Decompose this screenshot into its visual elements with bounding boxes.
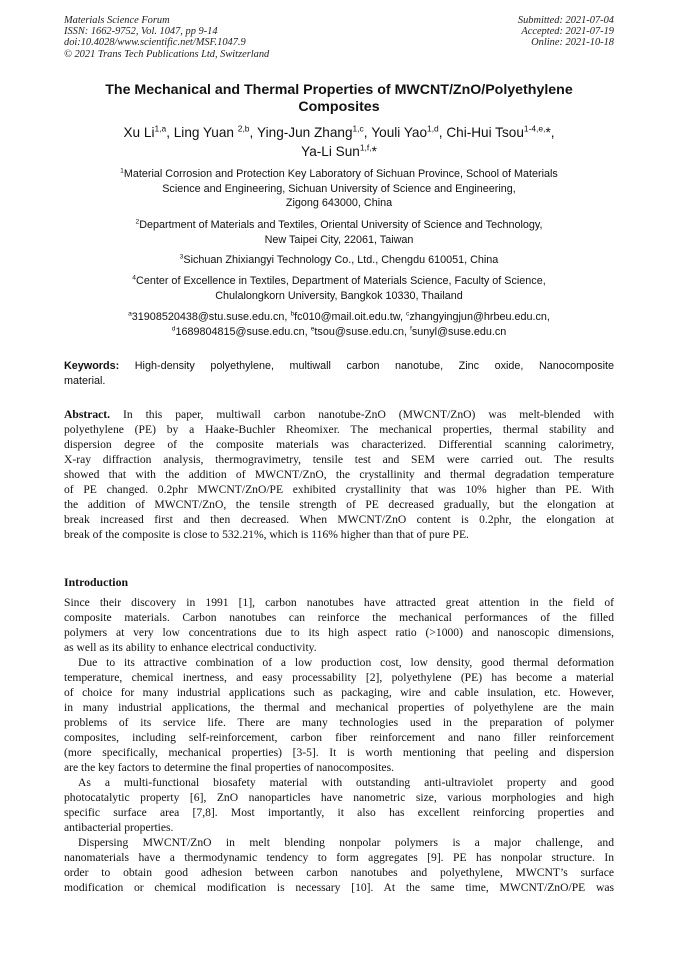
- abstract-label: Abstract.: [64, 408, 111, 421]
- doi: doi:10.4028/www.scientific.net/MSF.1047.9: [64, 37, 246, 49]
- abstract: Abstract. In this paper, multiwall carbon nanotube-ZnO (MWCNT/ZnO) was melt-blended with polyethylene (PE) by a Haake-Buchler Rheomixer. The mechanical properties, thermal stability and dispersion degree of the composite materials was characterized. Differential scanning calorimetry, X-ray diffraction analysis, thermogravimetry, tensile test and SEM were carried out. The results showed that with the addition of MWCNT/ZnO, the crystallinity and thermal degradation temperature of PE changed. 0.2phr MWCNT/ZnO/PE exhibited crystallinity that was 10% higher than PE. With the addition of MWCNT/ZnO, the tensile strength of PE decreased gradually, but the elongation at break increased first and then decreased. When MWCNT/ZnO content is 0.2phr, the elongation at break of the composite is close to 532.21%, which is 116% higher than that of pure PE.: [64, 408, 614, 541]
- submitted-date: Submitted: 2021-07-04: [517, 15, 614, 26]
- affiliation-4: $^4$Center of Excellence in Textiles, Department of Materials Science, Faculty of Science, Chulalongkorn University, Bangkok 10330, Thailand: [132, 274, 546, 302]
- copyright: © 2021 Trans Tech Publications Ltd, Switzerland: [64, 48, 270, 60]
- author-list: [64, 123, 614, 161]
- journal-name: Materials Science Forum: [64, 15, 170, 26]
- author: Ying-Jun Zhang$^{1,c}$,: [257, 123, 372, 140]
- intro-paragraph-4: Dispersing MWCNT/ZnO in melt blending nonpolar polymers is a major challenge, and nanomaterials have a thermodynamic tendency to form aggregates [9]. PE has nonpolar structure. In order to obtain good adhesion between carbon nanotubes and polyethylene, MWCNT’s surface modification or chemical modification is necessary [10]. At the same time, MWCNT/ZnO/PE was: [64, 836, 614, 894]
- section-heading-introduction: Introduction: [64, 575, 129, 589]
- author: Ya-Li Sun$^{1,f,}$*: [301, 142, 377, 159]
- email-link[interactable]: fc010@mail.oit.edu.tw,: [294, 311, 406, 323]
- affiliation-1: $^1$Material Corrosion and Protection Key Laboratory of Sichuan Province, School of Materials Science and Engineering, Sichuan University of Science and Engineering, Zigong 643000, China: [120, 167, 558, 210]
- intro-paragraph-2: Due to its attractive combination of a low production cost, low density, good thermal deformation temperature, chemical inertness, and easy processability [2], polyethylene (PE) has become a material of choice for many industrial applications such as packaging, wire and cable insulation, etc. However, in many industrial applications, the thermal and mechanical properties of polyethylene are the main problems of its service life. There are many technologies used in the preparation of polymer composites, including self-reinforcement, carbon fiber reinforcement and nano filler reinforcement (more specifically, mechanical properties) [3-5]. It is worth mentioning that peeling and dispersion are the key factors to determine the final properties of nanocomposites.: [64, 656, 614, 774]
- keywords: Keywords: High-density polyethylene, multiwall carbon nanotube, Zinc oxide, Nanocomposite material.: [64, 360, 614, 387]
- online-date: Online: 2021-10-18: [531, 37, 614, 49]
- affiliation-3: $^3$Sichuan Zhixiangyi Technology Co., Ltd., Chengdu 610051, China: [179, 253, 499, 266]
- journal-info: [64, 15, 269, 60]
- email-link[interactable]: zhangyingjun@hrbeu.edu.cn,: [409, 311, 550, 323]
- author: Youli Yao$^{1,d}$,: [371, 123, 447, 140]
- author: Xu Li$^{1,a}$,: [123, 123, 174, 140]
- author: Ling Yuan $^{2,b}$,: [173, 123, 258, 140]
- dates-info: [518, 15, 614, 49]
- email-link[interactable]: 1689804815@suse.edu.cn,: [175, 325, 311, 338]
- email-link[interactable]: sunyl@suse.edu.cn: [411, 325, 507, 338]
- intro-paragraph-1: Since their discovery in 1991 [1], carbon nanotubes have attracted great attention in the field of composite materials. Carbon nanotubes can reinforce the mechanical performances of the filled polymers at very low concentrations due to its high aspect ratio (>1000) and nanoscopic dimensions, as well as its ability to enhance electrical conductivity.: [64, 596, 614, 654]
- issn-volume: ISSN: 1662-9752, Vol. 1047, pp 9-14: [64, 26, 218, 38]
- accepted-date: Accepted: 2021-07-19: [521, 26, 614, 38]
- author: Chi-Hui Tsou$^{1-4,e,}$*,: [446, 123, 555, 140]
- title-line-1: The Mechanical and Thermal Properties of MWCNT/ZnO/Polyethylene: [105, 82, 573, 98]
- email-link[interactable]: tsou@suse.edu.cn,: [314, 325, 411, 338]
- author-emails: $^a$31908520438@stu.suse.edu.cn, $^b$fc010@mail.oit.edu.tw, $^c$zhangyingjun@hrbeu.edu.cn, $^d$1689804815@suse.edu.cn, $^e$tsou@suse.edu.cn, $^f$sunyl@suse.edu.cn: [128, 310, 550, 338]
- affiliation-2: $^2$Department of Materials and Textiles, Oriental University of Science and Technology, New Taipei City, 22061, Taiwan: [135, 218, 543, 246]
- intro-paragraph-3: As a multi-functional biosafety material with outstanding anti-ultraviolet property and good photocatalytic property [6], ZnO nanoparticles have nanometric size, various morphologies and high specific surface area [7,8]. Most importantly, it also has excellent reinforcing properties and antibacterial properties.: [64, 776, 614, 834]
- paper-title: [64, 82, 614, 116]
- title-line-2: Composites: [298, 99, 380, 115]
- email-link[interactable]: 31908520438@stu.suse.edu.cn,: [131, 311, 291, 323]
- keywords-label: Keywords:: [64, 360, 120, 372]
